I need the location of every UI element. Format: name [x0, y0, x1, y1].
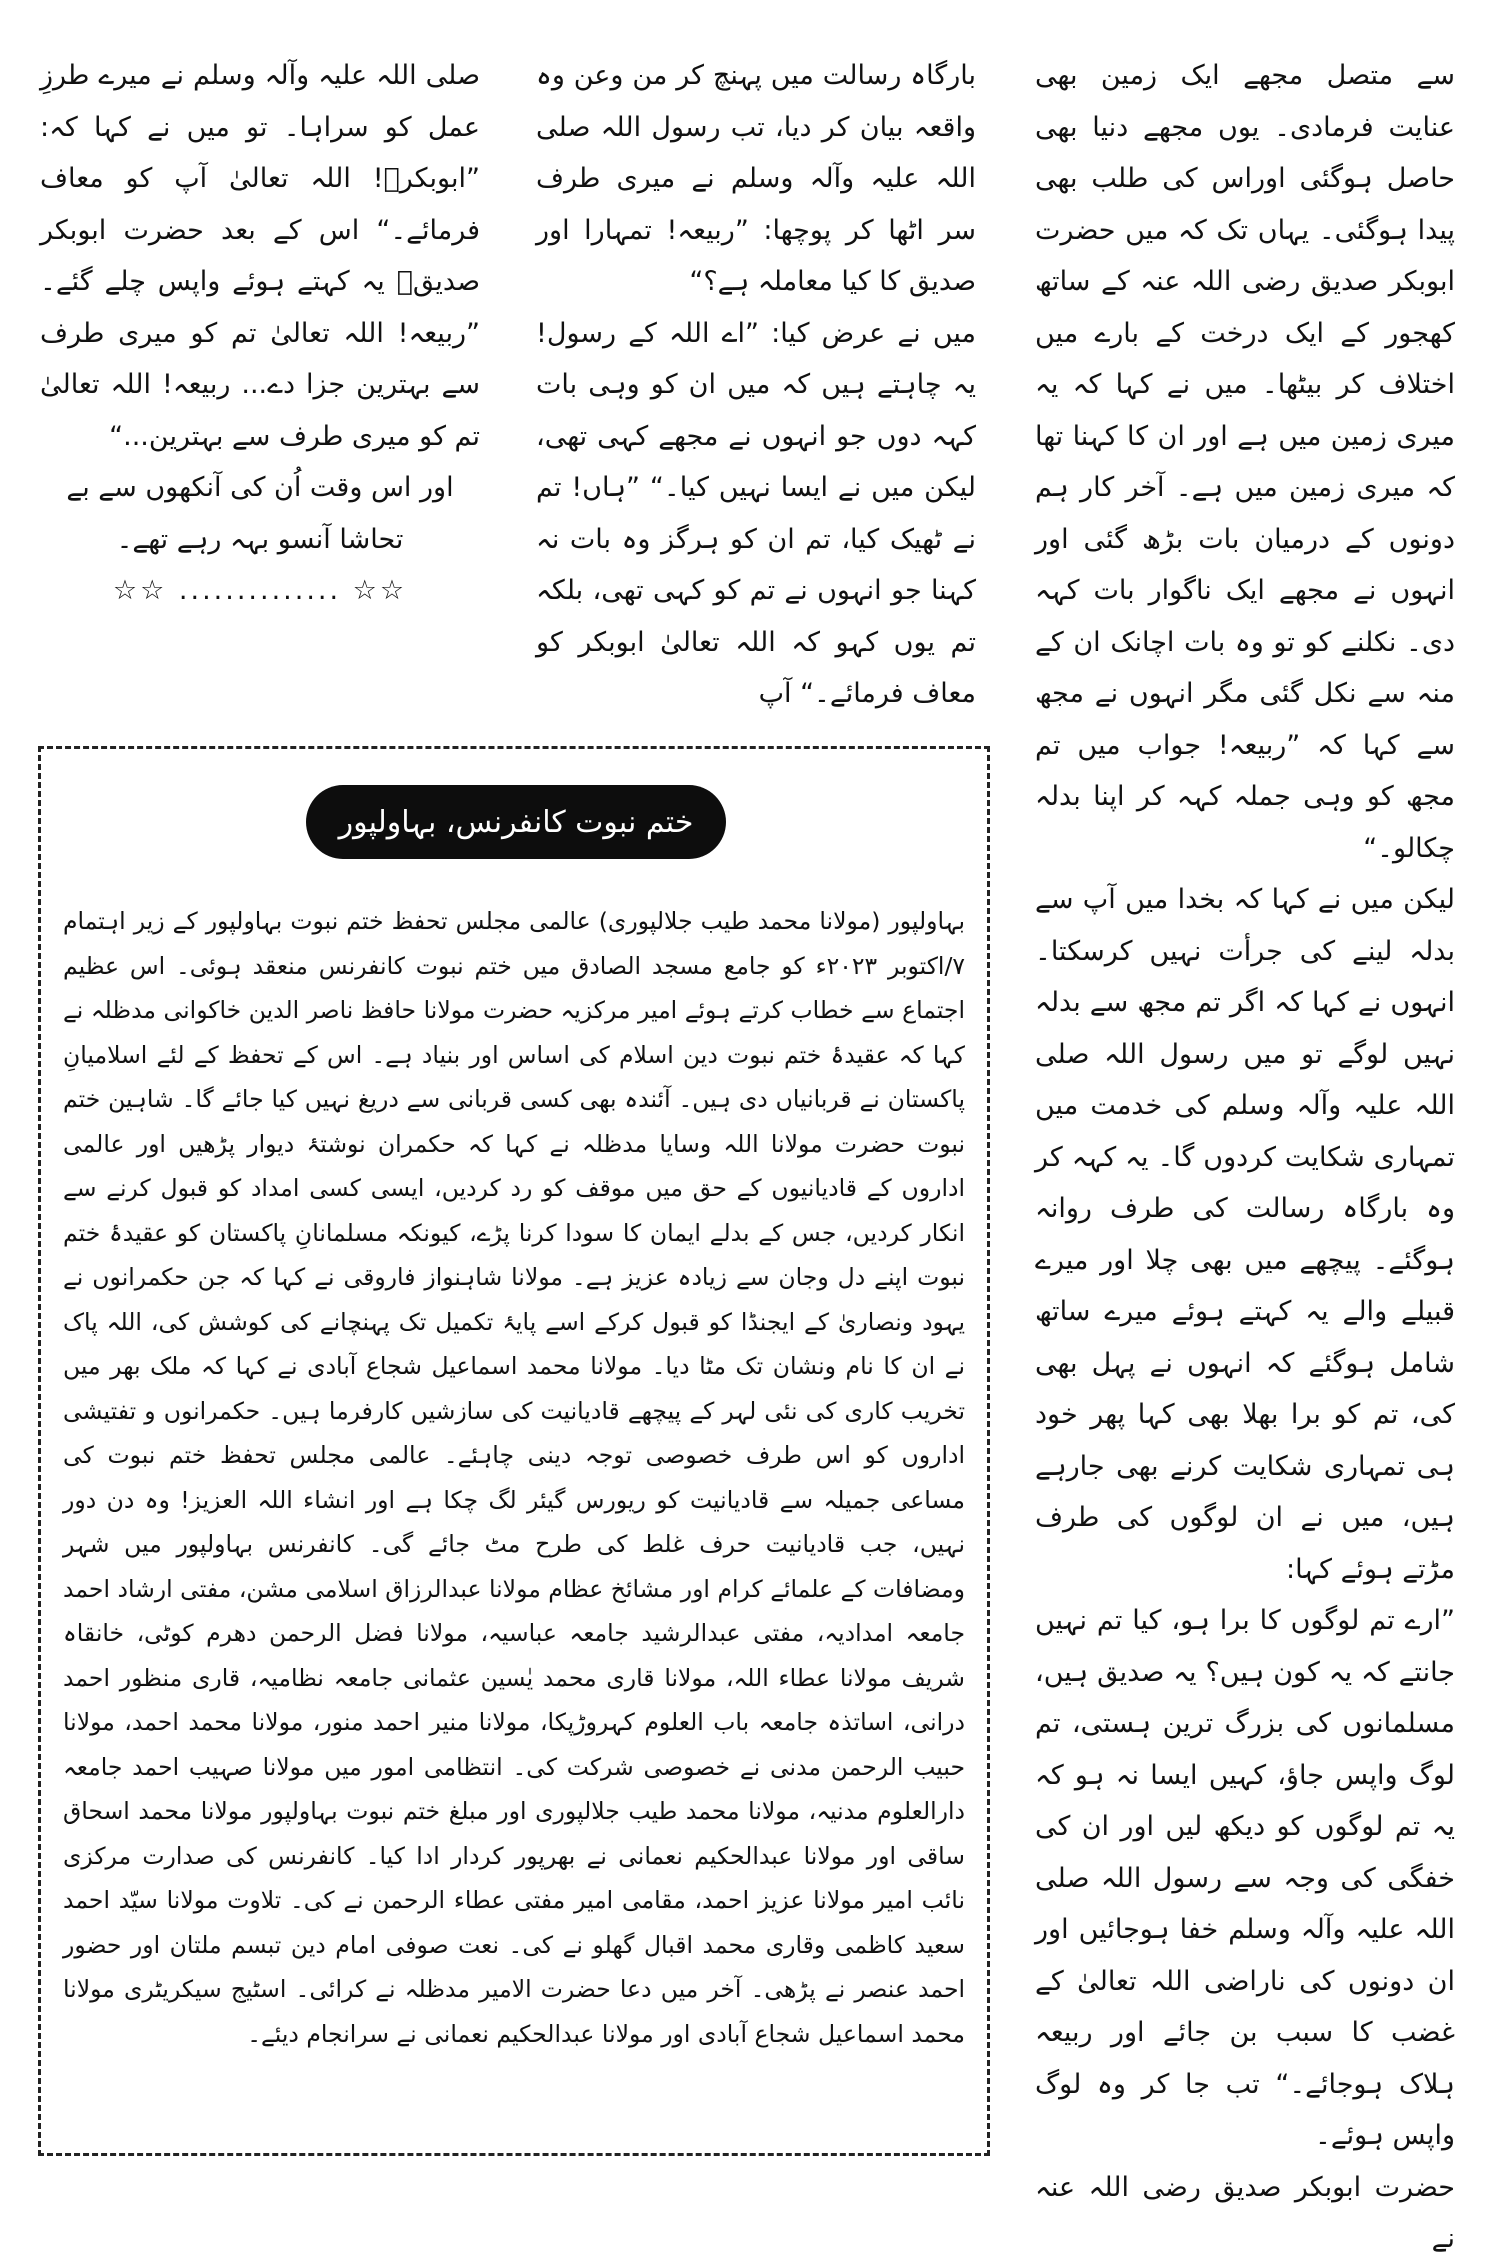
paragraph: صلی اللہ علیہ وآلہ وسلم نے میرے طرزِ عمل کو سراہا۔ تو میں نے کہا کہ: ”ابوبکرؓ! اللہ تعالیٰ آپ کو معاف فرمائے۔“ اس کے بعد حضرت ابوبکر صدیقؓ یہ کہتے ہوئے واپس چلے گئے۔ ”ربیعہ! اللہ تعالیٰ تم کو میری طرف سے بہترین جزا دے... ربیعہ! اللہ تعالیٰ تم کو میری طرف سے بہترین...“ — [40, 60, 480, 452]
paragraph: میں نے عرض کیا: ”اے اللہ کے رسول! یہ چاہتے ہیں کہ میں ان کو وہی بات کہہ دوں جو انہوں نے مجھے کہی تھی، لیکن میں نے ایسا نہیں کیا۔“ ”ہاں! تم نے ٹھیک کیا، تم ان کو ہرگز وہ بات نہ کہنا جو انہوں نے تم کو کہی تھی، بلکہ تم یوں کہو کہ اللہ تعالیٰ ابوبکر کو معاف فرمائے۔“ آپ — [536, 317, 976, 709]
paragraph: حضرت ابوبکر صدیق رضی اللہ عنہ نے — [1035, 2171, 1455, 2254]
box-body — [63, 899, 965, 2056]
middle-column — [536, 50, 976, 720]
paragraph: لیکن میں نے کہا کہ بخدا میں آپ سے بدلہ لینے کی جرأت نہیں کرسکتا۔ انہوں نے کہا کہ اگر تم مجھ سے بدلہ نہیں لوگے تو میں رسول اللہ صلی اللہ علیہ وآلہ وسلم کی خدمت میں تمہاری شکایت کردوں گا۔ یہ کہہ کر وہ بارگاہ رسالت کی طرف روانہ ہوگئے۔ پیچھے میں بھی چلا اور میرے قبیلے والے یہ کہتے ہوئے میرے ساتھ شامل ہوگئے کہ انہوں نے پہل بھی کی، تم کو برا بھلا بھی کہا پھر خود ہی تمہاری شکایت کرنے بھی جارہے ہیں، میں نے ان لوگوں کی طرف مڑتے ہوئے کہا: — [1035, 884, 1455, 1585]
box-title-banner: ختم نبوت کانفرنس، بہاولپور — [306, 785, 726, 859]
left-column — [40, 50, 480, 617]
right-column — [1035, 50, 1455, 2265]
box-paragraph: بہاولپور (مولانا محمد طیب جلالپوری) عالمی مجلس تحفظ ختم نبوت بہاولپور کے زیر اہتمام ۷/اکتوبر ۲۰۲۳ء کو جامع مسجد الصادق میں ختم نبوت کانفرنس منعقد ہوئی۔ اس عظیم اجتماع سے خطاب کرتے ہوئے امیر مرکزیہ حضرت مولانا حافظ ناصر الدین خاکوانی مدظلہ نے کہا کہ عقیدۂ ختم نبوت دین اسلام کی اساس اور بنیاد ہے۔ اس کے تحفظ کے لئے اسلامیانِ پاکستان نے قربانیاں دی ہیں۔ آئندہ بھی کسی قربانی سے دریغ نہیں کیا جائے گا۔ شاہین ختم نبوت حضرت مولانا اللہ وسایا مدظلہ نے کہا کہ حکمران نوشتۂ دیوار پڑھیں اور عالمی اداروں کے قادیانیوں کے حق میں موقف کو رد کردیں، ایسی کسی امداد کو قبول کرنے سے انکار کردیں، جس کے بدلے ایمان کا سودا کرنا پڑے، کیونکہ مسلمانانِ پاکستان کو عقیدۂ ختم نبوت اپنے دل وجان سے زیادہ عزیز ہے۔ مولانا شاہنواز فاروقی نے کہا کہ جن حکمرانوں نے یہود ونصاریٰ کے ایجنڈا کو قبول کرکے اسے پایۂ تکمیل تک پہنچانے کی کوشش کی، اللہ پاک نے ان کا نام ونشان تک مٹا دیا۔ مولانا محمد اسماعیل شجاع آبادی نے کہا کہ ملک بھر میں تخریب کاری کی نئی لہر کے پیچھے قادیانیت کی سازشیں کارفرما ہیں۔ حکمرانوں و تفتیشی اداروں کو اس طرف خصوصی توجہ دینی چاہئے۔ عالمی مجلس تحفظ ختم نبوت کی مساعی جمیلہ سے قادیانیت کو ریورس گیئر لگ چکا ہے اور انشاء اللہ العزیز! وہ دن دور نہیں، جب قادیانیت حرف غلط کی طرح مٹ جائے گی۔ کانفرنس بہاولپور میں شہر ومضافات کے علمائے کرام اور مشائخ عظام مولانا عبدالرزاق اسلامی مشن، مفتی ارشاد احمد جامعہ امدادیہ، مفتی عبدالرشید جامعہ عباسیہ، مولانا فضل الرحمن دھرم کوٹی، خانقاہ شریف مولانا عطاء اللہ، مولانا قاری محمد یٰسین عثمانی جامعہ نظامیہ، قاری منظور احمد درانی، اساتذہ جامعہ باب العلوم کہروڑپکا، مولانا منیر احمد منور، مولانا محمد احمد، مولانا حبیب الرحمن مدنی نے خصوصی شرکت کی۔ انتظامی امور میں مولانا صہیب احمد جامعہ دارالعلوم مدنیہ، مولانا محمد طیب جلالپوری اور مبلغ ختم نبوت بہاولپور مولانا محمد اسحاق ساقی اور مولانا عبدالحکیم نعمانی نے بھرپور کردار ادا کیا۔ کانفرنس کی صدارت مرکزی نائب امیر مولانا عزیز احمد، مقامی امیر مفتی عطاء الرحمن نے کی۔ تلاوت مولانا سیّد احمد سعید کاظمی وقاری محمد اقبال گھلو نے کی۔ نعت صوفی امام دین تبسم ملتان اور حضور احمد عنصر نے پڑھی۔ آخر میں دعا حضرت الامیر مدظلہ نے کرائی۔ اسٹیج سیکریٹری مولانا محمد اسماعیل شجاع آبادی اور مولانا عبدالحکیم نعمانی نے سرانجام دیئے۔ — [63, 907, 965, 2048]
paragraph-closing: اور اس وقت اُن کی آنکھوں سے بے تحاشا آنسو بہہ رہے تھے۔ — [66, 472, 454, 555]
paragraph: بارگاہ رسالت میں پہنچ کر من وعن وہ واقعہ بیان کر دیا، تب رسول اللہ صلی اللہ علیہ وآلہ وسلم نے میری طرف سر اٹھا کر پوچھا: ”ربیعہ! تمہارا اور صدیق کا کیا معاملہ ہے؟“ — [536, 60, 976, 297]
paragraph: ”ارے تم لوگوں کا برا ہو، کیا تم نہیں جانتے کہ یہ کون ہیں؟ یہ صدیق ہیں، مسلمانوں کی بزرگ ترین ہستی، تم لوگ واپس جاؤ، کہیں ایسا نہ ہو کہ یہ تم لوگوں کو دیکھ لیں اور ان کی خفگی کی وجہ سے رسول اللہ صلی اللہ علیہ وآلہ وسلم خفا ہوجائیں اور ان دونوں کی ناراضی اللہ تعالیٰ کے غضب کا سبب بن جائے اور ربیعہ ہلاک ہوجائے۔“ تب جا کر وہ لوگ واپس ہوئے۔ — [1035, 1605, 1455, 2151]
news-box — [38, 746, 990, 2156]
paragraph: سے متصل مجھے ایک زمین بھی عنایت فرمادی۔ یوں مجھے دنیا بھی حاصل ہوگئی اوراس کی طلب بھی پیدا ہوگئی۔ یہاں تک کہ میں حضرت ابوبکر صدیق رضی اللہ عنہ کے ساتھ کھجور کے ایک درخت کے بارے میں اختلاف کر بیٹھا۔ میں نے کہا کہ یہ میری زمین میں ہے اور ان کا کہنا تھا کہ میری زمین میں ہے۔ آخر کار ہم دونوں کے درمیان بات بڑھ گئی اور انہوں نے مجھے ایک ناگوار بات کہہ دی۔ نکلنے کو تو وہ بات اچانک ان کے منہ سے نکل گئی مگر انہوں نے مجھ سے کہا کہ ”ربیعہ! جواب میں تم مجھ کو وہی جملہ کہہ کر اپنا بدلہ چکالو۔“ — [1035, 60, 1455, 864]
section-separator: ☆☆ .............. ☆☆ — [112, 575, 408, 606]
